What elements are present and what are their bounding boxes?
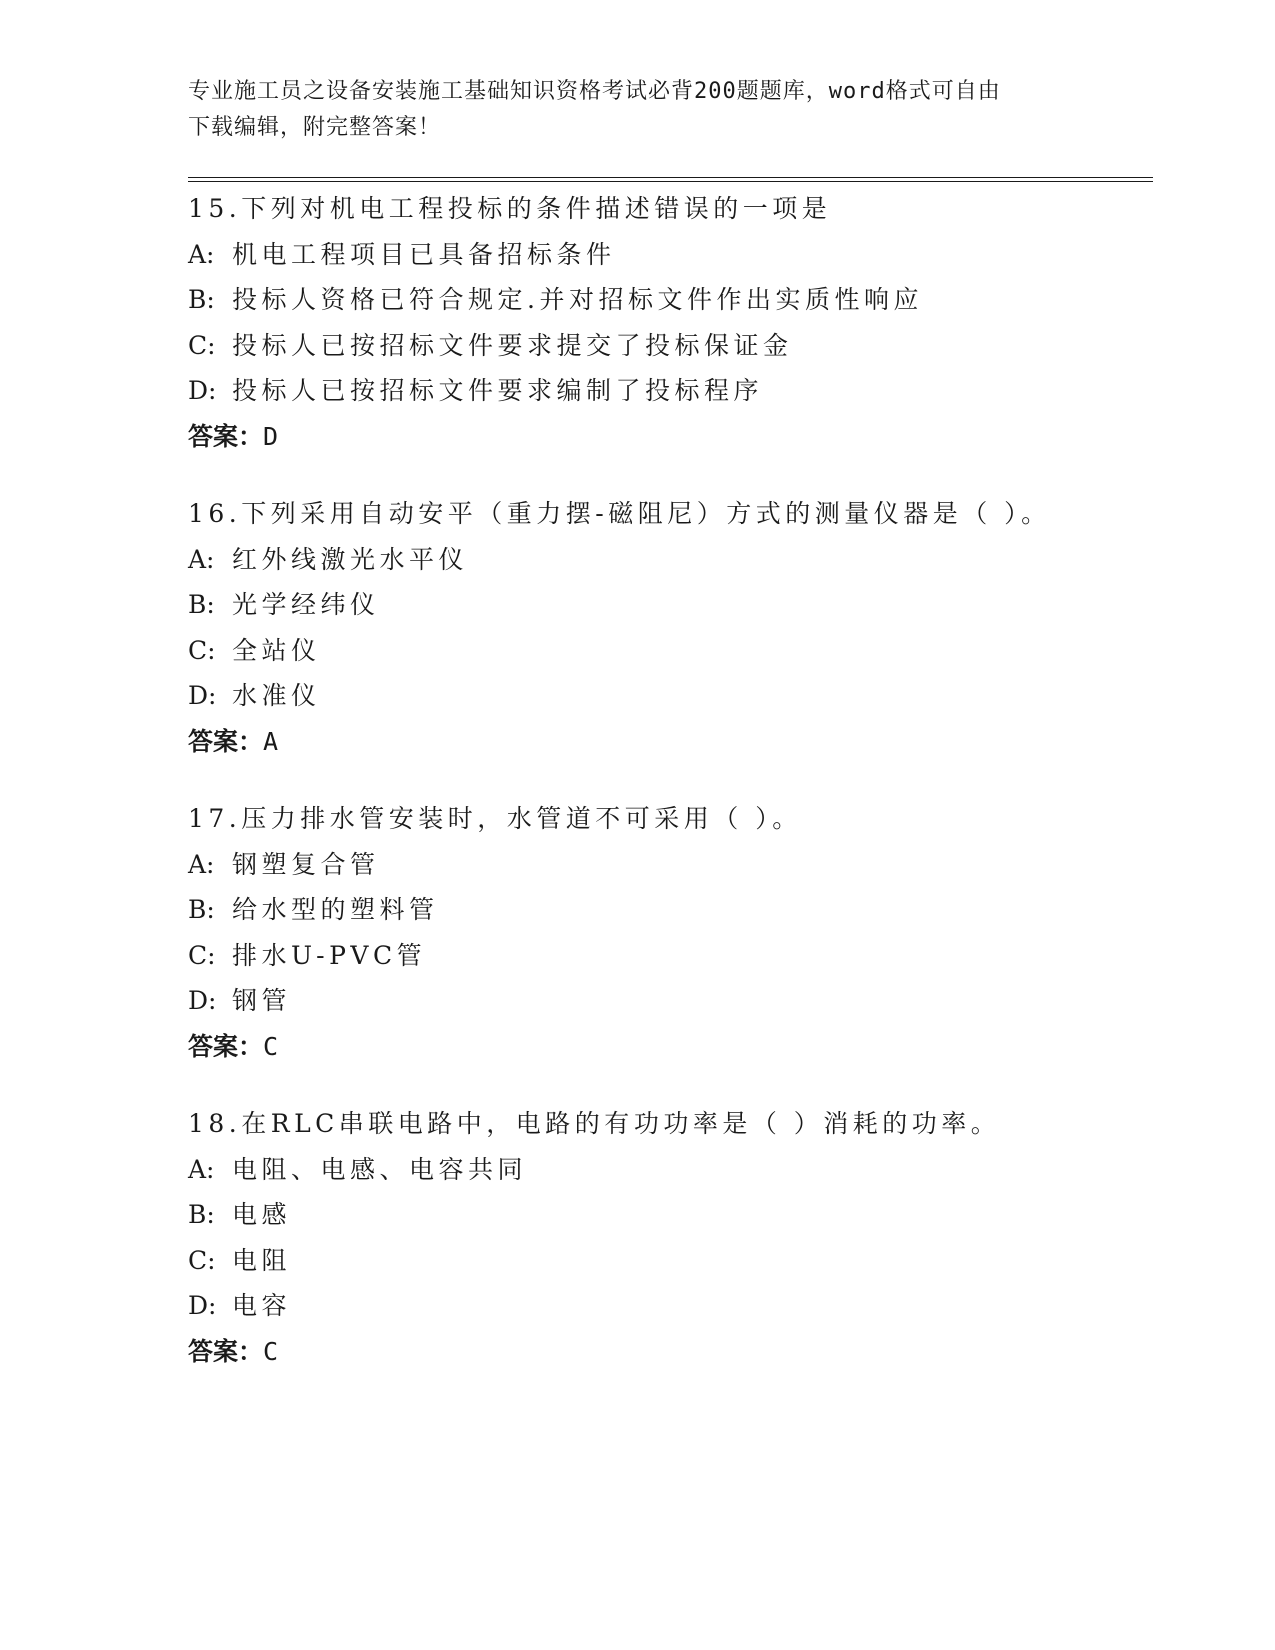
option-c — [188, 1238, 1148, 1284]
option-d — [188, 1283, 1148, 1329]
option-text: 电阻 — [232, 1245, 292, 1275]
option-label: B: — [188, 895, 215, 925]
option-label: C: — [188, 330, 216, 360]
answer-line — [188, 1024, 1148, 1070]
option-label: D: — [188, 986, 217, 1016]
option-text: 电容 — [232, 1291, 292, 1321]
option-d — [188, 368, 1148, 414]
question-stem: 16.下列采用自动安平（重力摆-磁阻尼）方式的测量仪器是（ ）。 — [188, 499, 1051, 528]
option-text: 钢管 — [232, 986, 292, 1016]
option-label: C: — [188, 1245, 216, 1275]
header-line-1: 专业施工员之设备安装施工基础知识资格考试必背200题题库，word格式可自由 — [188, 79, 1001, 104]
option-b — [188, 582, 1148, 628]
option-text: 全站仪 — [232, 635, 321, 665]
answer-value: A — [263, 726, 279, 756]
question-stem: 17.压力排水管安装时，水管道不可采用（ ）。 — [188, 804, 802, 833]
answer-value: C — [263, 1031, 279, 1061]
option-b — [188, 1192, 1148, 1238]
option-text: 水准仪 — [232, 681, 321, 711]
question-block-16 — [188, 491, 1148, 765]
option-text: 投标人已按招标文件要求提交了投标保证金 — [232, 330, 793, 360]
question-stem: 15.下列对机电工程投标的条件描述错误的一项是 — [188, 194, 832, 223]
document-header — [188, 74, 1068, 146]
option-b — [188, 887, 1148, 933]
option-c — [188, 933, 1148, 979]
answer-value: D — [263, 421, 279, 451]
option-a — [188, 1147, 1148, 1193]
option-text: 投标人资格已符合规定.并对招标文件作出实质性响应 — [232, 285, 923, 315]
option-label: B: — [188, 1200, 215, 1230]
option-label: B: — [188, 285, 215, 315]
option-label: A: — [188, 849, 215, 879]
answer-value: C — [263, 1336, 279, 1366]
option-text: 投标人已按招标文件要求编制了投标程序 — [232, 376, 764, 406]
option-text: 光学经纬仪 — [232, 590, 380, 620]
answer-label: 答案： — [188, 1336, 264, 1366]
option-text: 钢塑复合管 — [232, 849, 380, 879]
answer-label: 答案： — [188, 421, 264, 451]
answer-label: 答案： — [188, 1031, 264, 1061]
answer-line — [188, 414, 1148, 460]
question-stem: 18.在RLC串联电路中，电路的有功功率是（ ）消耗的功率。 — [188, 1109, 1001, 1138]
option-c — [188, 323, 1148, 369]
question-block-15 — [188, 186, 1148, 460]
option-c — [188, 628, 1148, 674]
option-text: 给水型的塑料管 — [232, 895, 439, 925]
option-text: 电感 — [232, 1200, 292, 1230]
header-divider-bottom — [188, 181, 1153, 182]
option-label: A: — [188, 1154, 215, 1184]
option-text: 排水U-PVC管 — [232, 940, 427, 970]
header-line-2: 下载编辑，附完整答案！ — [188, 115, 442, 140]
option-label: D: — [188, 376, 217, 406]
option-d — [188, 978, 1148, 1024]
option-a — [188, 842, 1148, 888]
option-d — [188, 673, 1148, 719]
option-label: D: — [188, 1291, 217, 1321]
option-label: D: — [188, 681, 217, 711]
option-text: 红外线激光水平仪 — [232, 544, 469, 574]
option-a — [188, 232, 1148, 278]
question-block-17 — [188, 796, 1148, 1070]
answer-line — [188, 719, 1148, 765]
option-a — [188, 537, 1148, 583]
option-b — [188, 277, 1148, 323]
option-label: B: — [188, 590, 215, 620]
answer-line — [188, 1329, 1148, 1375]
answer-label: 答案： — [188, 726, 264, 756]
question-block-18 — [188, 1101, 1148, 1375]
option-label: C: — [188, 635, 216, 665]
option-label: A: — [188, 544, 215, 574]
option-label: A: — [188, 239, 215, 269]
option-text: 机电工程项目已具备招标条件 — [232, 239, 616, 269]
header-divider-top — [188, 177, 1153, 178]
option-text: 电阻、电感、电容共同 — [232, 1154, 528, 1184]
option-label: C: — [188, 940, 216, 970]
